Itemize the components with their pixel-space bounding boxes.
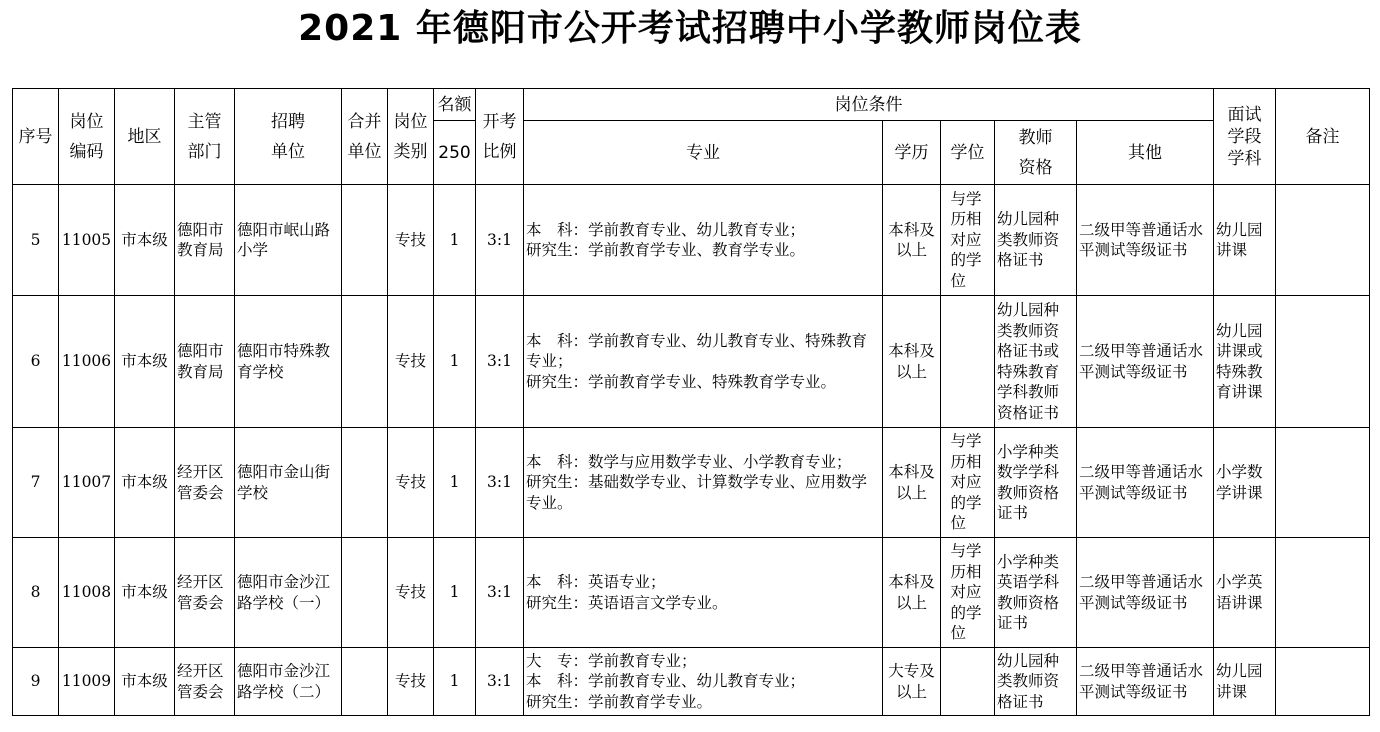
table-row bbox=[13, 185, 1370, 296]
cell-type: 专技 bbox=[388, 648, 434, 716]
cell-code: 11007 bbox=[59, 428, 115, 538]
cell-major bbox=[524, 648, 883, 716]
cell-other: 二级甲等普通话水平测试等级证书 bbox=[1077, 185, 1214, 296]
cell-ratio: 3:1 bbox=[476, 428, 524, 538]
cell-merge bbox=[342, 538, 388, 648]
cell-type: 专技 bbox=[388, 296, 434, 428]
degree-text: 与学历相对应的学位 bbox=[950, 432, 982, 533]
header-quota-total: 250 bbox=[434, 121, 476, 185]
cell-other: 二级甲等普通话水平测试等级证书 bbox=[1077, 538, 1214, 648]
cell-type: 专技 bbox=[388, 428, 434, 538]
cell-dept: 德阳市教育局 bbox=[175, 296, 235, 428]
header-interview: 面试 学段 学科 bbox=[1214, 89, 1276, 185]
cell-education: 大专及以上 bbox=[883, 648, 941, 716]
cell-region: 市本级 bbox=[115, 428, 175, 538]
major-line: 本 科：学前教育专业、幼儿教育专业、特殊教育专业； bbox=[526, 331, 868, 371]
page-title: 2021 年德阳市公开考试招聘中小学教师岗位表 bbox=[298, 8, 1082, 49]
major-line: 研究生：学前教育学专业、教育学专业。 bbox=[526, 241, 806, 259]
header-seq: 序号 bbox=[13, 89, 59, 185]
header-dept: 主管 部门 bbox=[175, 89, 235, 185]
cell-code: 11009 bbox=[59, 648, 115, 716]
cell-region: 市本级 bbox=[115, 296, 175, 428]
cell-interview: 幼儿园讲课 bbox=[1214, 185, 1276, 296]
cell-seq: 7 bbox=[13, 428, 59, 538]
header-quota: 名额 bbox=[434, 89, 476, 121]
cell-other: 二级甲等普通话水平测试等级证书 bbox=[1077, 648, 1214, 716]
cell-quota: 1 bbox=[434, 428, 476, 538]
cell-remarks bbox=[1276, 296, 1370, 428]
cell-unit: 德阳市特殊教育学校 bbox=[235, 296, 342, 428]
cell-ratio: 3:1 bbox=[476, 185, 524, 296]
cell-remarks bbox=[1276, 538, 1370, 648]
cell-interview: 小学数学讲课 bbox=[1214, 428, 1276, 538]
degree-text: 与学历相对应的学位 bbox=[950, 189, 982, 290]
major-line: 本 科：学前教育专业、幼儿教育专业； bbox=[526, 672, 806, 691]
table-row bbox=[13, 296, 1370, 428]
header-remarks: 备注 bbox=[1276, 89, 1370, 185]
cell-major bbox=[524, 538, 883, 648]
cell-code: 11005 bbox=[59, 185, 115, 296]
degree-text: 与学历相对应的学位 bbox=[950, 542, 982, 643]
cell-interview: 幼儿园讲课 bbox=[1214, 648, 1276, 716]
cell-degree bbox=[941, 538, 995, 648]
cell-education: 本科及以上 bbox=[883, 185, 941, 296]
cell-unit: 德阳市金山街学校 bbox=[235, 428, 342, 538]
table-row bbox=[13, 538, 1370, 648]
cell-quota: 1 bbox=[434, 296, 476, 428]
header-merge: 合并 单位 bbox=[342, 89, 388, 185]
cell-education: 本科及以上 bbox=[883, 296, 941, 428]
cell-seq: 6 bbox=[13, 296, 59, 428]
cell-region: 市本级 bbox=[115, 185, 175, 296]
cell-ratio: 3:1 bbox=[476, 648, 524, 716]
table-row bbox=[13, 428, 1370, 538]
cell-unit: 德阳市金沙江路学校（一） bbox=[235, 538, 342, 648]
major-line: 本 科：学前教育专业、幼儿教育专业； bbox=[526, 220, 806, 239]
cell-degree bbox=[941, 428, 995, 538]
cell-remarks bbox=[1276, 428, 1370, 538]
cell-code: 11006 bbox=[59, 296, 115, 428]
cell-quota: 1 bbox=[434, 538, 476, 648]
cell-region: 市本级 bbox=[115, 538, 175, 648]
table-row bbox=[13, 648, 1370, 716]
cell-unit: 德阳市岷山路小学 bbox=[235, 185, 342, 296]
cell-cert: 幼儿园种类教师资格证书 bbox=[995, 648, 1077, 716]
header-type: 岗位 类别 bbox=[388, 89, 434, 185]
major-line: 研究生：学前教育学专业。 bbox=[526, 692, 713, 711]
cell-education: 本科及以上 bbox=[883, 538, 941, 648]
cell-major bbox=[524, 296, 883, 428]
major-line: 研究生：英语语言文学专业。 bbox=[526, 593, 728, 612]
major-line: 研究生：学前教育学专业、特殊教育学专业。 bbox=[526, 372, 837, 391]
cell-remarks bbox=[1276, 648, 1370, 716]
header-code: 岗位 编码 bbox=[59, 89, 115, 185]
cell-cert: 幼儿园种类教师资格证书 bbox=[995, 185, 1077, 296]
cell-degree bbox=[941, 185, 995, 296]
cell-ratio: 3:1 bbox=[476, 538, 524, 648]
cell-cert: 幼儿园种类教师资格证书或特殊教育学科教师资格证书 bbox=[995, 296, 1077, 428]
cell-seq: 9 bbox=[13, 648, 59, 716]
header-cert: 教师 资格 bbox=[995, 121, 1077, 185]
major-line: 研究生：基础数学专业、计算数学专业、应用数学专业。 bbox=[526, 473, 868, 512]
header-education: 学历 bbox=[883, 121, 941, 185]
header-ratio: 开考 比例 bbox=[476, 89, 524, 185]
cell-quota: 1 bbox=[434, 185, 476, 296]
cell-region: 市本级 bbox=[115, 648, 175, 716]
cell-seq: 8 bbox=[13, 538, 59, 648]
cell-type: 专技 bbox=[388, 538, 434, 648]
cell-unit: 德阳市金沙江路学校（二） bbox=[235, 648, 342, 716]
cell-merge bbox=[342, 185, 388, 296]
cell-dept: 经开区管委会 bbox=[175, 538, 235, 648]
header-major: 专业 bbox=[524, 121, 883, 185]
header-degree: 学位 bbox=[941, 121, 995, 185]
cell-code: 11008 bbox=[59, 538, 115, 648]
cell-dept: 德阳市教育局 bbox=[175, 185, 235, 296]
cell-interview: 小学英语讲课 bbox=[1214, 538, 1276, 648]
cell-education: 本科及以上 bbox=[883, 428, 941, 538]
cell-ratio: 3:1 bbox=[476, 296, 524, 428]
cell-other: 二级甲等普通话水平测试等级证书 bbox=[1077, 296, 1214, 428]
cell-other: 二级甲等普通话水平测试等级证书 bbox=[1077, 428, 1214, 538]
cell-type: 专技 bbox=[388, 185, 434, 296]
positions-table bbox=[12, 88, 1370, 716]
cell-degree bbox=[941, 648, 995, 716]
cell-quota: 1 bbox=[434, 648, 476, 716]
header-region: 地区 bbox=[115, 89, 175, 185]
cell-major bbox=[524, 428, 883, 538]
header-other: 其他 bbox=[1077, 121, 1214, 185]
cell-merge bbox=[342, 428, 388, 538]
cell-interview: 幼儿园讲课或特殊教育讲课 bbox=[1214, 296, 1276, 428]
cell-remarks bbox=[1276, 185, 1370, 296]
cell-merge bbox=[342, 648, 388, 716]
cell-seq: 5 bbox=[13, 185, 59, 296]
major-line: 大 专：学前教育专业； bbox=[526, 651, 697, 670]
major-line: 本 科：数学与应用数学专业、小学教育专业； bbox=[526, 452, 852, 471]
header-unit: 招聘 单位 bbox=[235, 89, 342, 185]
cell-major bbox=[524, 185, 883, 296]
cell-degree bbox=[941, 296, 995, 428]
cell-dept: 经开区管委会 bbox=[175, 648, 235, 716]
cell-cert: 小学种类英语学科教师资格证书 bbox=[995, 538, 1077, 648]
cell-merge bbox=[342, 296, 388, 428]
major-line: 本 科：英语专业； bbox=[526, 573, 666, 591]
cell-dept: 经开区管委会 bbox=[175, 428, 235, 538]
cell-cert: 小学种类数学学科教师资格证书 bbox=[995, 428, 1077, 538]
header-conditions: 岗位条件 bbox=[524, 89, 1214, 121]
